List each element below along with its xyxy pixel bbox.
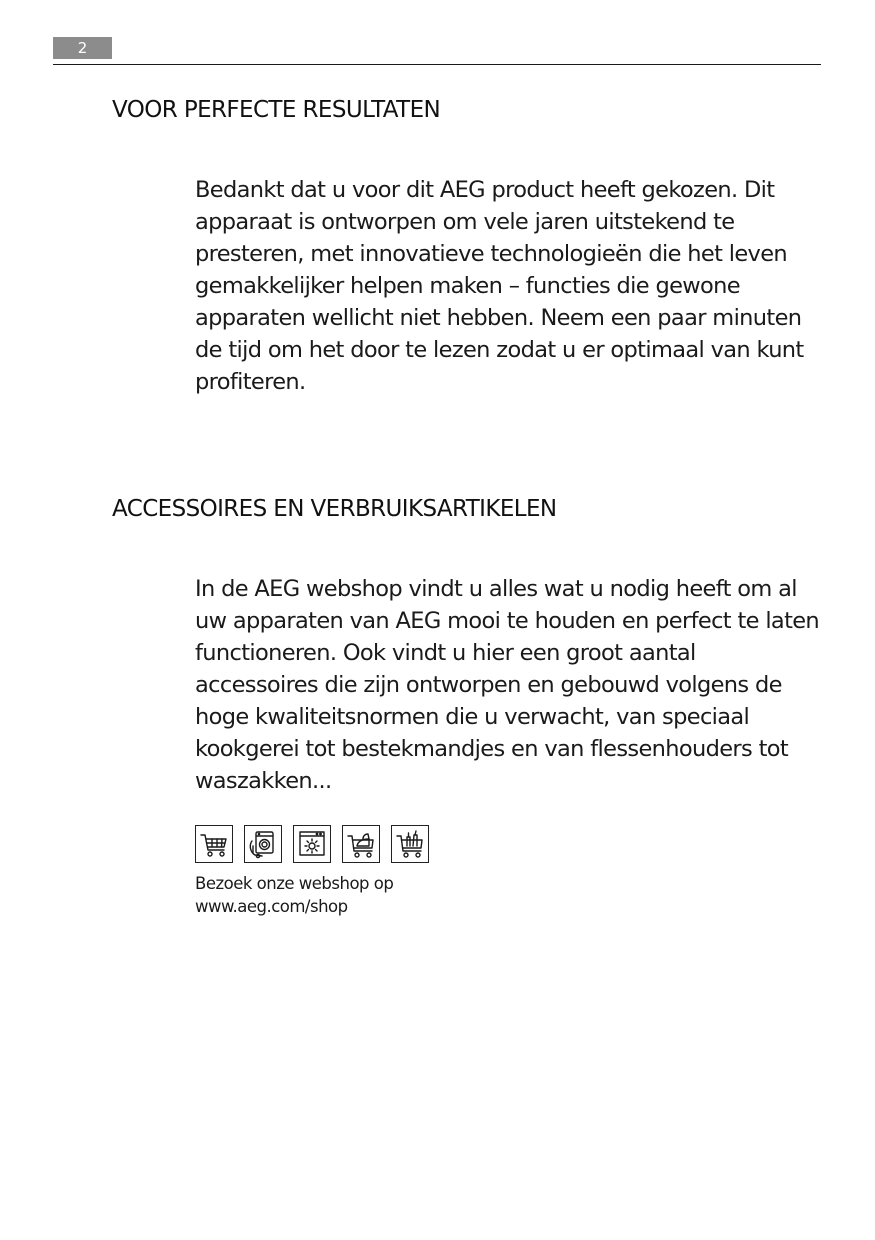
shopping-cart-icon[interactable] [195,825,233,863]
section-heading-results: VOOR PERFECTE RESULTATEN [112,97,441,123]
webshop-caption [195,872,393,918]
section-heading-accessories: ACCESSOIRES EN VERBRUIKSARTIKELEN [112,496,557,522]
cleaning-products-cart-icon[interactable] [391,825,429,863]
iron-cart-icon[interactable] [342,825,380,863]
accessories-paragraph: In de AEG webshop vindt u alles wat u nodig heeft om al uw apparaten van AEG mooi te houden en perfect te laten functioneren. Ook vindt u hier een groot aantal accessoires die zijn ontworpen en gebouwd volgens de hoge kwaliteitsnormen die u verwacht, van speciaal kookgerei tot bestekmandjes en van flessenhouders tot waszakken... [195,576,820,794]
oven-settings-icon[interactable] [293,825,331,863]
intro-paragraph: Bedankt dat u voor dit AEG product heeft gekozen. Dit apparaat is ontworpen om vele jaren uitstekend te presteren, met innovatieve technologieën die het leven gemakkelijker helpen maken – functies die gewone apparaten wellicht niet hebben. Neem een paar minuten de tijd om het door te lezen zodat u er optimaal van kunt profiteren. [195,177,804,395]
webshop-icon-row [195,825,429,865]
header-divider [53,64,821,65]
webshop-caption-text: Bezoek onze webshop op [195,874,394,893]
washing-machine-icon[interactable] [244,825,282,863]
page-number: 2 [53,37,112,59]
webshop-url-link[interactable]: www.aeg.com/shop [195,897,348,916]
